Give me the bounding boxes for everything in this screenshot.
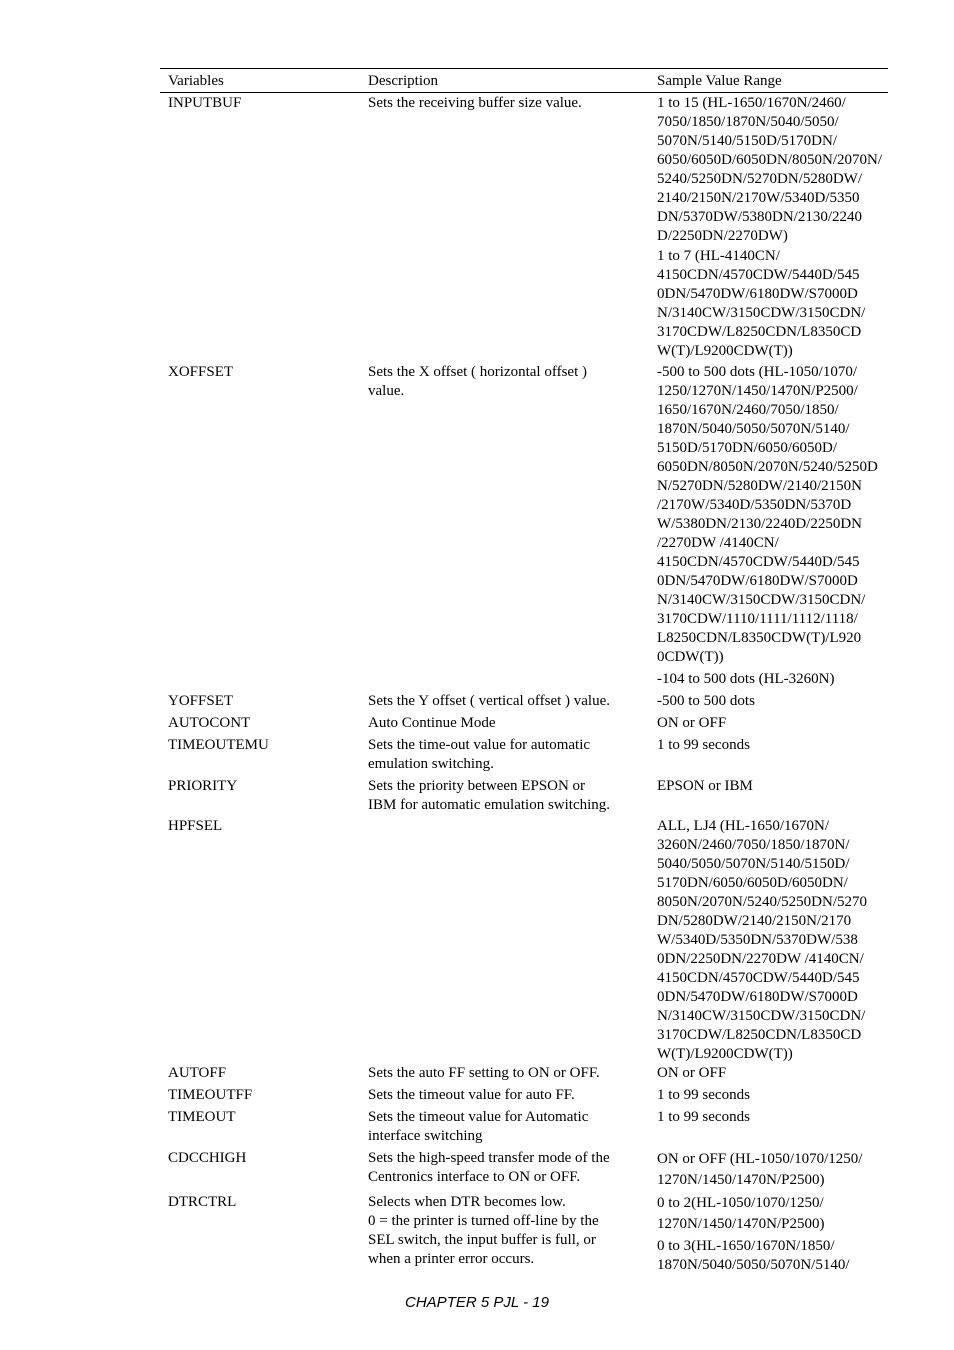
row-hpfsel-value: ALL, LJ4 (HL-1650/1670N/ 3260N/2460/7050/1850/1870N/ 5040/5050/5070N/5140/5150D/ 5170DN/6050/6050D/6050DN/ 8050N/2070N/5240/5250DN/5270 DN/5280DW/2140/2150N/2170 W/5340D/5350DN/5370DW/538 0DN/2250DN/2270DW /4140CN/ 4150CDN/4570CDW/5440D/545 0DN/5470DW/6180DW/S7000D N/3140CW/3150CDW/3150CDN/ 3170CDW/L8250CDN/L8350CD W(T)/L9200CDW(T)) — [657, 818, 867, 1062]
row-priority-description: Sets the priority between EPSON or IBM for automatic emulation switching. — [368, 778, 611, 813]
row-autocont-variable: AUTOCONT — [168, 715, 251, 731]
row-timeout-variable: TIMEOUT — [168, 1109, 236, 1125]
row-dtrctrl-variable: DTRCTRL — [168, 1194, 237, 1210]
row-xoffset-description: Sets the X offset ( horizontal offset ) value. — [368, 364, 587, 399]
row-xoffset-value-1: -500 to 500 dots (HL-1050/1070/ 1250/1270N/1450/1470N/P2500/ 1650/1670N/2460/7050/1850/ 1870N/5040/5050/5070N/5140/ 5150D/5170DN/6050/6050D/ 6050DN/8050N/2070N/5240/5250D N/5270DN/5280DW/2140/2150N /2170W/5340D/5350DN/5370D W/5380DN/2130/2240D/2250DN /2270DW /4140CN/ 4150CDN/4570CDW/5440D/545 0DN/5470DW/6180DW/S7000D N/3140CW/3150CDW/3150CDN/ 3170CDW/1110/1111/1112/1118/ L8250CDN/L8350CDW(T)/L920 0CDW(T)) — [657, 364, 878, 665]
row-autoff-description: Sets the auto FF setting to ON or OFF. — [368, 1065, 600, 1081]
row-priority-variable: PRIORITY — [168, 778, 238, 794]
row-autoff-value: ON or OFF — [657, 1065, 727, 1081]
row-autocont-value: ON or OFF — [657, 715, 727, 731]
row-xoffset-value-2: -104 to 500 dots (HL-3260N) — [657, 671, 835, 687]
row-timeoutff-variable: TIMEOUTFF — [168, 1087, 253, 1103]
row-hpfsel-variable: HPFSEL — [168, 818, 223, 834]
row-priority-value: EPSON or IBM — [657, 778, 753, 794]
row-dtrctrl-value-2: 0 to 3(HL-1650/1670N/1850/ 1870N/5040/5050/5070N/5140/ — [657, 1238, 850, 1273]
row-timeoutff-description: Sets the timeout value for auto FF. — [368, 1087, 575, 1103]
row-cdcchigh-description: Sets the high-speed transfer mode of the Centronics interface to ON or OFF. — [368, 1150, 610, 1185]
row-yoffset-description: Sets the Y offset ( vertical offset ) value. — [368, 693, 611, 709]
row-timeoutemu-description: Sets the time-out value for automatic emulation switching. — [368, 737, 591, 772]
row-autocont-description: Auto Continue Mode — [368, 715, 496, 731]
table-top-rule — [160, 68, 888, 69]
row-timeoutemu-variable: TIMEOUTEMU — [168, 737, 269, 753]
row-inputbuf-value-1: 1 to 15 (HL-1650/1670N/2460/ 7050/1850/1870N/5040/5050/ 5070N/5140/5150D/5170DN/ 6050/6050D/6050DN/8050N/2070N/ 5240/5250DN/5270DN/5280DW/ 2140/2150N/2170W/5340D/5350 DN/5370DW/5380DN/2130/2240 D/2250DN/2270DW) — [657, 95, 882, 244]
row-inputbuf-value-2: 1 to 7 (HL-4140CN/ 4150CDN/4570CDW/5440D/545 0DN/5470DW/6180DW/S7000D N/3140CW/3150CDW/3150CDN/ 3170CDW/L8250CDN/L8350CD W(T)/L9200CDW(T)) — [657, 248, 866, 359]
row-inputbuf-description: Sets the receiving buffer size value. — [368, 95, 582, 111]
row-autoff-variable: AUTOFF — [168, 1065, 227, 1081]
row-xoffset-variable: XOFFSET — [168, 364, 234, 380]
table-header-rule — [160, 92, 888, 93]
row-timeoutemu-value: 1 to 99 seconds — [657, 737, 750, 753]
row-cdcchigh-value: ON or OFF (HL-1050/1070/1250/ 1270N/1450/1470N/P2500) — [657, 1151, 863, 1188]
row-inputbuf-variable: INPUTBUF — [168, 95, 242, 111]
row-timeout-description: Sets the timeout value for Automatic interface switching — [368, 1109, 589, 1144]
row-cdcchigh-variable: CDCCHIGH — [168, 1150, 247, 1166]
header-sample-value-range: Sample Value Range — [657, 73, 782, 89]
header-description: Description — [368, 73, 438, 89]
header-variables: Variables — [168, 73, 224, 89]
row-yoffset-value: -500 to 500 dots — [657, 693, 755, 709]
row-timeout-value: 1 to 99 seconds — [657, 1109, 750, 1125]
row-dtrctrl-value-1: 0 to 2(HL-1050/1070/1250/ 1270N/1450/1470N/P2500) — [657, 1195, 825, 1232]
row-yoffset-variable: YOFFSET — [168, 693, 234, 709]
row-timeoutff-value: 1 to 99 seconds — [657, 1087, 750, 1103]
row-dtrctrl-description: Selects when DTR becomes low. 0 = the printer is turned off-line by the SEL switch, the input buffer is full, or when a printer error occurs. — [368, 1194, 599, 1267]
page-footer: CHAPTER 5 PJL - 19 — [405, 1294, 549, 1311]
